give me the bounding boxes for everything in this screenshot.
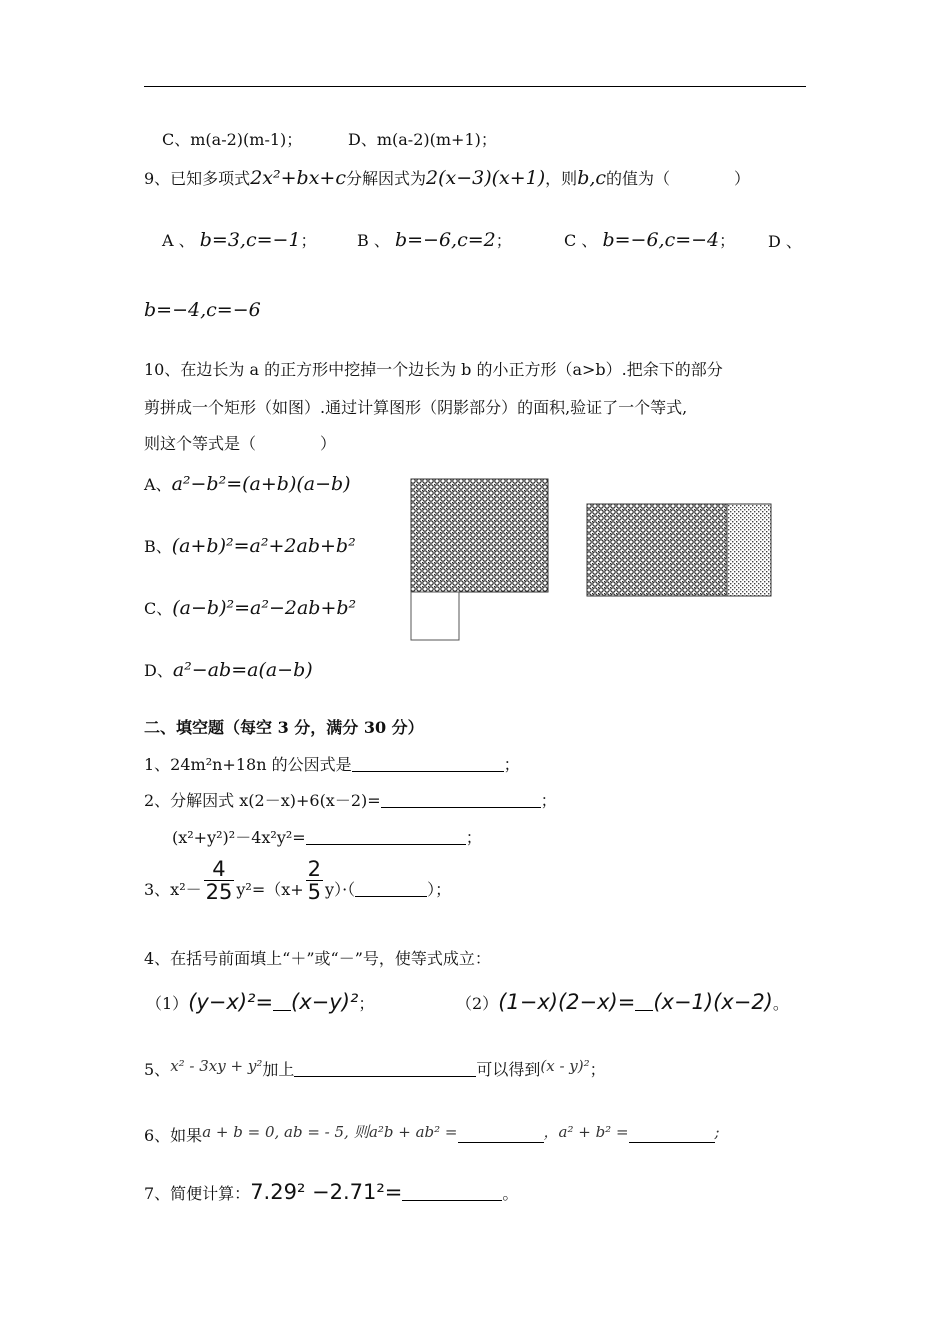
fill-q4-1-blank[interactable] — [273, 994, 291, 1011]
q9-option-c: C 、 b=−6,c=−4； — [564, 229, 736, 251]
fill-q5: 5、x² - 3xy + y²加上 可以得到(x - y)²； — [144, 1057, 606, 1079]
q10-line3: 则这个等式是（ ） — [144, 434, 337, 453]
fill-q6-blank-1[interactable] — [458, 1126, 544, 1143]
header-rule — [144, 86, 806, 87]
fill-q6: 6、如果a + b = 0, ab = - 5, 则a²b + ab² = ，a² + b² = ; — [144, 1123, 720, 1145]
fill-q3-blank[interactable] — [355, 880, 427, 897]
q8-option-d: D、m(a-2)(m+1)； — [348, 130, 497, 149]
figure-square-lower-strip — [410, 478, 550, 642]
q10-option-b: B、(a+b)²=a²+2ab+b² — [144, 535, 356, 557]
q10-line2: 剪拼成一个矩形（如图）.通过计算图形（阴影部分）的面积,验证了一个等式, — [144, 398, 688, 417]
fill-q2b: (x²+y²)²－4x²y²= ； — [172, 828, 482, 847]
q10-line1: 10、在边长为 a 的正方形中挖掉一个边长为 b 的小正方形（a>b）.把余下的部分 — [144, 360, 723, 379]
section2-title: 二、填空题（每空 3 分，满分 30 分） — [144, 718, 424, 737]
fill-q4-1: （1）(y−x)²= (x−y)²； — [146, 990, 375, 1014]
fill-q1-blank[interactable] — [352, 755, 504, 772]
q9-option-d-value: b=−4,c=−6 — [144, 299, 261, 321]
fill-q2-blank[interactable] — [381, 791, 541, 808]
fill-q7: 7、简便计算：7.29² −2.71²= 。 — [144, 1180, 519, 1204]
fill-q6-blank-2[interactable] — [629, 1126, 715, 1143]
q9-option-a: A 、 b=3,c=−1； — [162, 229, 317, 251]
fill-q4: 4、在括号前面填上“＋”或“－”号，使等式成立： — [144, 949, 491, 968]
fill-q4-2-blank[interactable] — [635, 994, 653, 1011]
q9-option-b: B 、 b=−6,c=2； — [357, 229, 512, 251]
q10-option-c: C、(a−b)²=a²−2ab+b² — [144, 597, 357, 619]
q10-option-a: A、a²−b²=(a+b)(a−b) — [144, 473, 351, 495]
fill-q5-blank[interactable] — [294, 1060, 476, 1077]
q3-fraction-4-25: $\frac{4}{25}$ — [205, 857, 233, 904]
q9-factored: 2(x−3)(x+1) — [425, 167, 546, 189]
q9-option-d-label: D 、 — [768, 232, 802, 251]
fill-q7-blank[interactable] — [402, 1184, 502, 1201]
fill-q2b-blank[interactable] — [306, 828, 466, 845]
fill-q3: 3、x²－ $\frac{4}{25}$ y²=（x+ $\frac{2}{5}$ y）·（ ）； — [144, 857, 452, 904]
q3-fraction-2-5: $\frac{2}{5}$ — [307, 857, 322, 904]
q8-option-c: C、m(a-2)(m-1)； — [162, 130, 303, 149]
fill-q2: 2、分解因式 x(2－x)+6(x－2)= ； — [144, 791, 557, 810]
q9-stem: 9、已知多项式2x²+bx+c分解因式为2(x−3)(x+1)，则b,c的值为（ ） — [144, 167, 751, 189]
q9-polynomial: 2x²+bx+c — [250, 167, 346, 189]
figure-rectangle — [586, 503, 774, 599]
fill-q4-2: （2）(1−x)(2−x)= (x−1)(x−2)。 — [456, 990, 789, 1014]
q10-option-d: D、a²−ab=a(a−b) — [144, 659, 313, 681]
fill-q1: 1、24m²n+18n 的公因式是 ； — [144, 755, 520, 774]
